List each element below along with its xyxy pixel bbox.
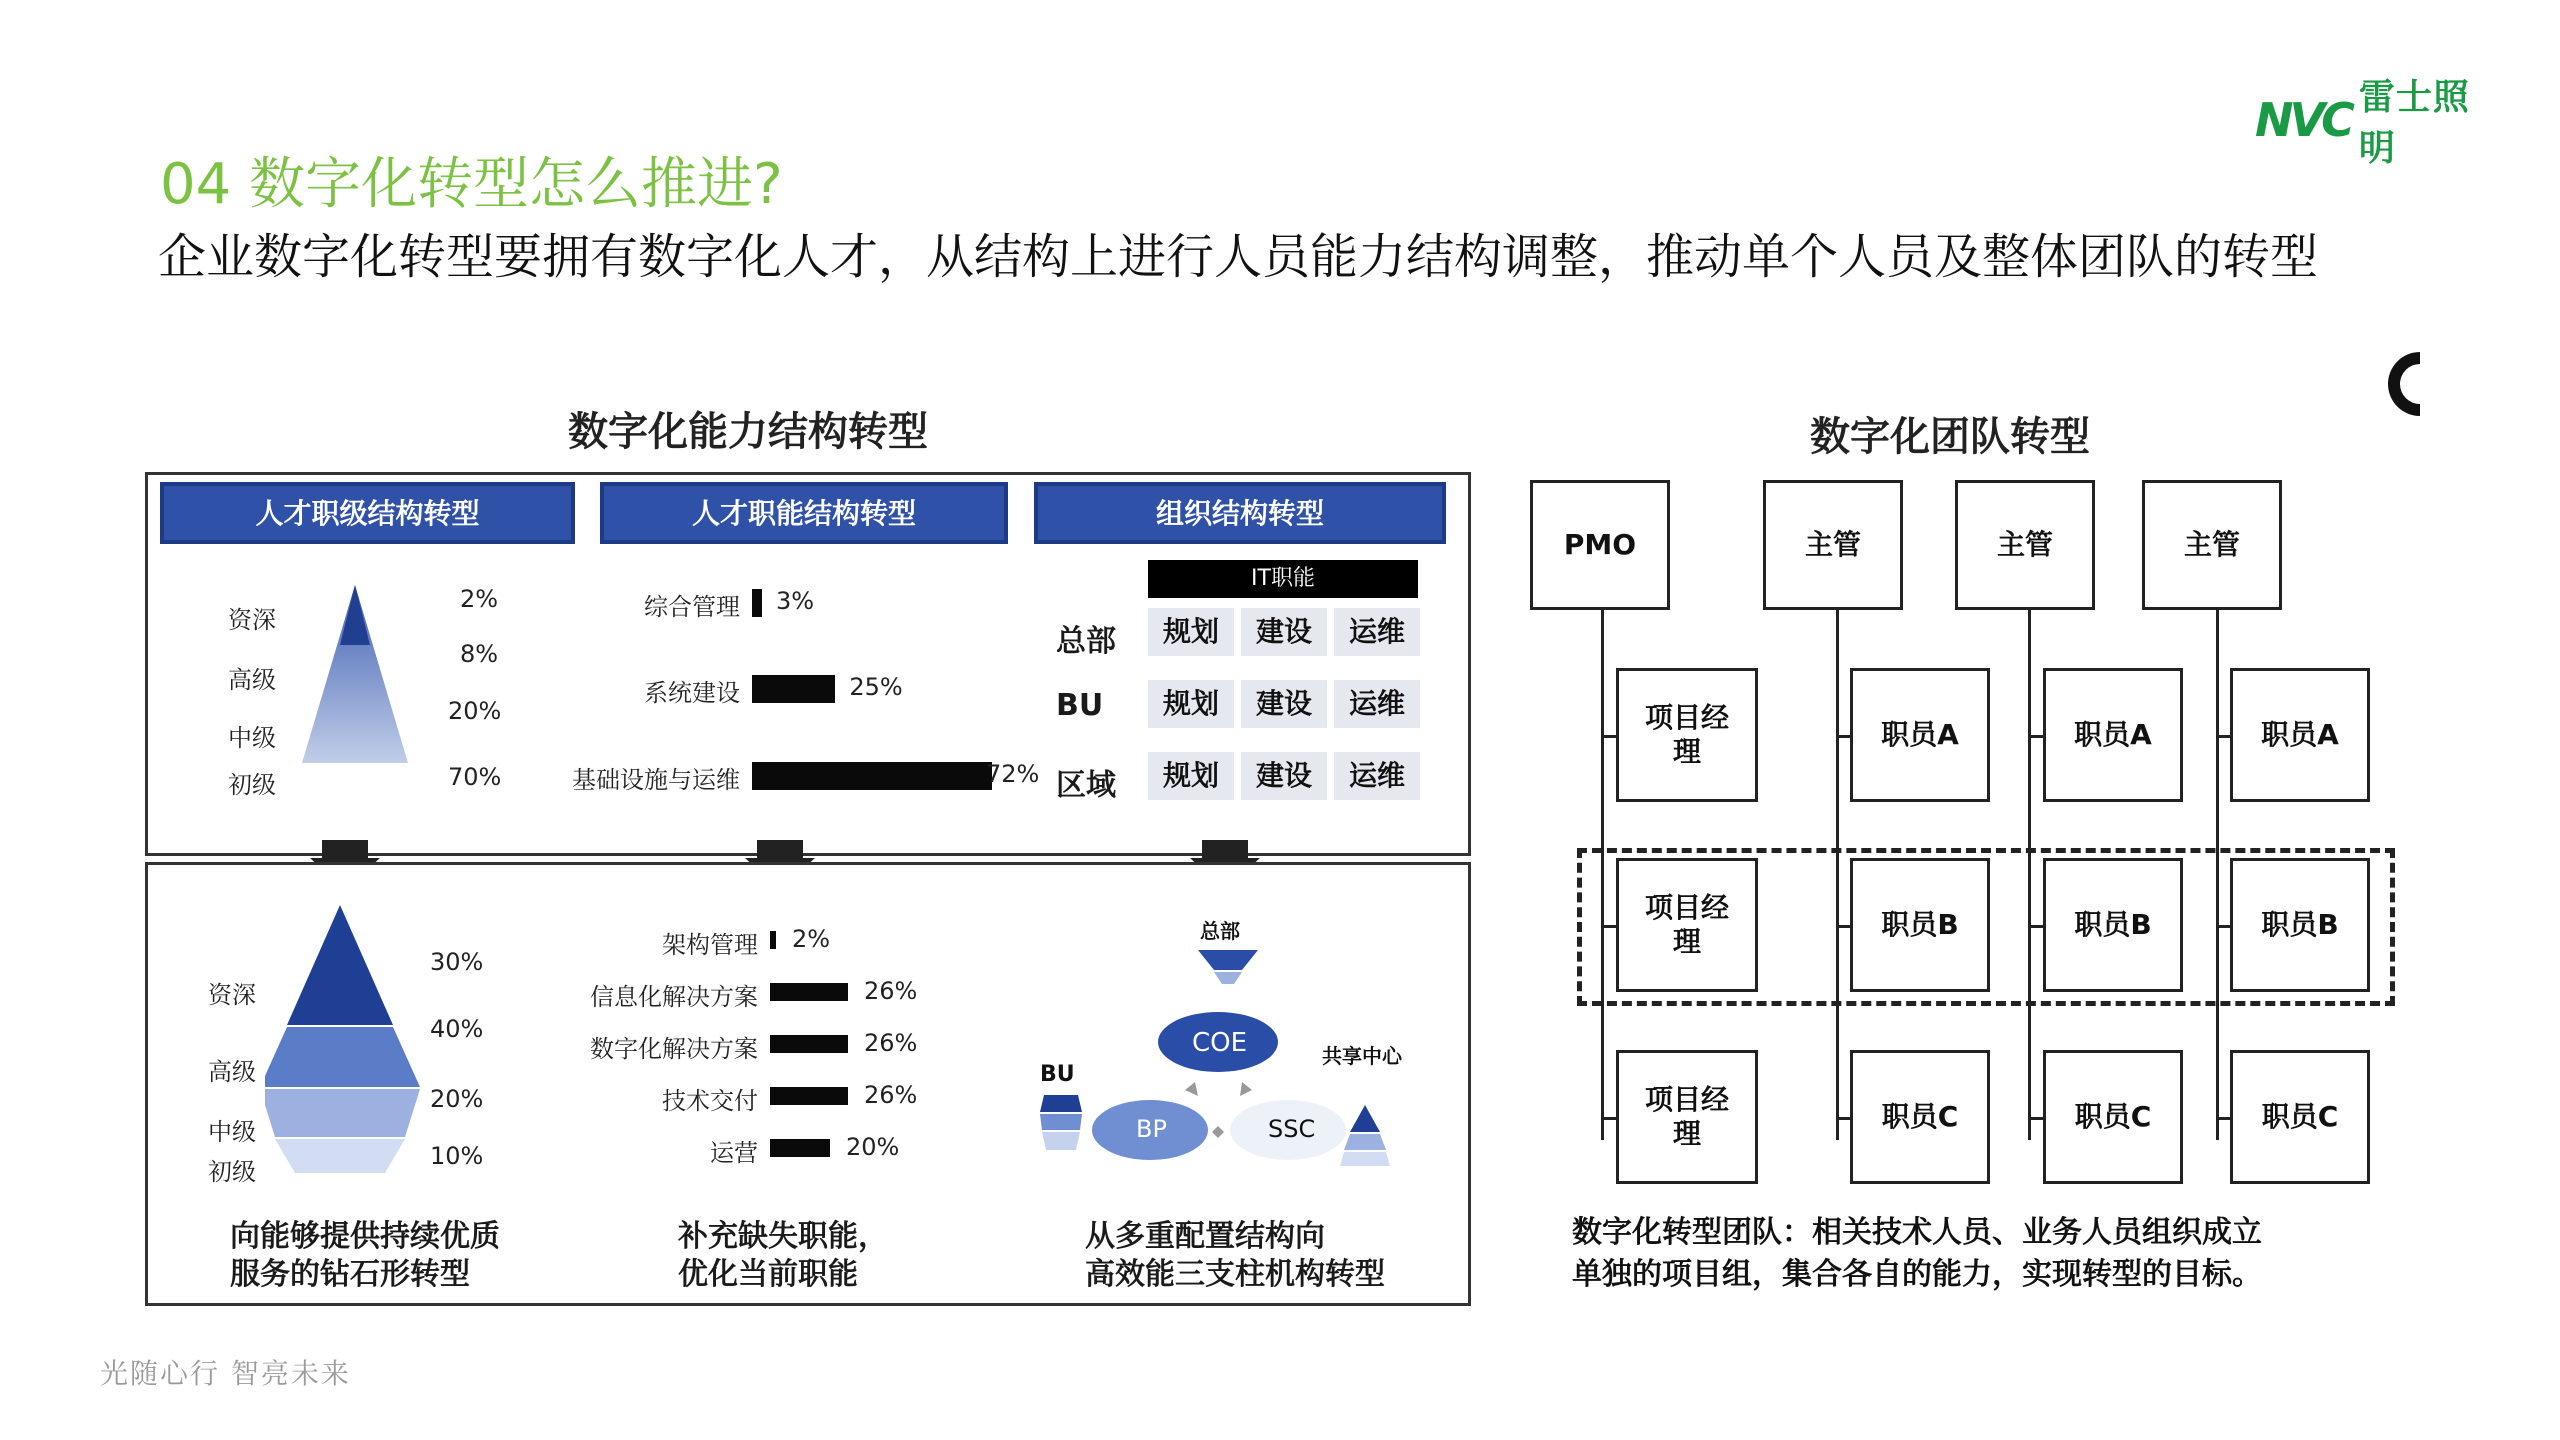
manager-box: 主管: [1955, 480, 2095, 610]
project-manager-box: [1616, 668, 1758, 802]
before-pct-junior: 70%: [448, 763, 502, 791]
connector: [2030, 1117, 2044, 1120]
function-label: 数字化解决方案: [590, 1035, 758, 1063]
org-cell: 建设: [1241, 752, 1327, 800]
org-hq-label: 总部: [1200, 919, 1240, 943]
left-panel-title: 数字化能力结构转型: [568, 409, 928, 455]
function-label: 架构管理: [662, 931, 758, 959]
org-cell: 规划: [1148, 608, 1234, 656]
staff-box: 职员A: [2043, 668, 2183, 802]
after-level-high: 高级: [208, 1058, 256, 1086]
staff-box: 职员C: [1850, 1050, 1990, 1184]
pmo-box: PMO: [1530, 480, 1670, 610]
function-pct: 3%: [776, 587, 815, 615]
org-shared-label: 共享中心: [1322, 1044, 1402, 1068]
org-row-label: BU: [1056, 688, 1104, 723]
org-bp-label: BP: [1136, 1115, 1167, 1143]
staff-box: 职员B: [1850, 858, 1990, 992]
logo-text: 雷士照明: [2358, 77, 2470, 169]
org-cell: 建设: [1241, 680, 1327, 728]
staff-box: 职员B: [2230, 858, 2370, 992]
team-caption: 数字化转型团队：相关技术人员、业务人员组织成立 单独的项目组，集合各自的能力，实现转型的目标。: [1572, 1215, 2262, 1292]
after-pct-high: 40%: [430, 1015, 484, 1043]
function-bar: [752, 762, 992, 790]
after-level-junior: 初级: [208, 1158, 256, 1186]
brand-logo: [2255, 77, 2495, 169]
staff-box: 职员B: [2043, 858, 2183, 992]
function-pct: 25%: [849, 673, 903, 701]
function-bar: [752, 589, 762, 617]
org-bu-label: BU: [1040, 1062, 1075, 1087]
connector: [1604, 735, 1618, 738]
function-pct: 26%: [864, 1029, 918, 1057]
connector: [1604, 925, 1618, 928]
org-row-label: 区域: [1056, 768, 1116, 803]
function-pct: 72%: [986, 760, 1040, 788]
function-bar: [770, 931, 776, 949]
connector: [1838, 925, 1852, 928]
staff-box: 职员C: [2043, 1050, 2183, 1184]
function-pct: 20%: [846, 1133, 900, 1161]
org-coe-label: COE: [1192, 1028, 1248, 1058]
connector: [2218, 925, 2232, 928]
it-function-label: IT职能: [1148, 560, 1418, 598]
right-panel-title: 数字化团队转型: [1810, 414, 2090, 460]
before-pct-senior: 2%: [460, 585, 499, 613]
page-title: 04 数字化转型怎么推进?: [160, 152, 783, 217]
function-label: 运营: [710, 1139, 758, 1167]
org-cell: 运维: [1334, 752, 1420, 800]
caption-org-structure: 从多重配置结构向 高效能三支柱机构转型: [1085, 1219, 1385, 1292]
after-pyramid: [265, 905, 425, 1175]
function-pct: 26%: [864, 977, 918, 1005]
function-label: 信息化解决方案: [590, 983, 758, 1011]
decorative-ring-icon: [2380, 350, 2420, 420]
function-label: 综合管理: [644, 593, 740, 621]
org-row-label: 总部: [1056, 624, 1116, 659]
after-pct-mid: 20%: [430, 1085, 484, 1113]
before-function-bars: [560, 585, 1040, 805]
logo-mark: NVC: [2255, 93, 2351, 147]
after-pct-senior: 30%: [430, 948, 484, 976]
org-cell: 建设: [1241, 608, 1327, 656]
after-level-mid: 中级: [208, 1118, 256, 1146]
project-manager-box: [1616, 1050, 1758, 1184]
connector: [2218, 1117, 2232, 1120]
org-table: [1056, 608, 1436, 828]
connector: [2218, 735, 2232, 738]
before-level-high: 高级: [228, 666, 276, 694]
connector: [2030, 735, 2044, 738]
function-pct: 26%: [864, 1081, 918, 1109]
before-level-junior: 初级: [228, 771, 276, 799]
header-talent-level: 人才职级结构转型: [160, 482, 575, 544]
after-level-senior: 资深: [208, 981, 256, 1009]
connector: [1604, 1117, 1618, 1120]
org-ssc-label: SSC: [1268, 1115, 1316, 1143]
header-org-structure: 组织结构转型: [1034, 482, 1446, 544]
footer-slogan: 光随心行 智亮未来: [100, 1357, 351, 1390]
project-manager-label: 项目经理: [1644, 891, 1729, 958]
function-label: 技术交付: [662, 1087, 758, 1115]
header-talent-function: 人才职能结构转型: [600, 482, 1008, 544]
project-manager-label: 项目经理: [1644, 1083, 1729, 1150]
org-cell: 规划: [1148, 680, 1234, 728]
page-subtitle: 企业数字化转型要拥有数字化人才，从结构上进行人员能力结构调整，推动单个人员及整体团队的转型: [158, 229, 2319, 285]
project-manager-label: 项目经理: [1644, 701, 1729, 768]
function-pct: 2%: [792, 925, 831, 953]
staff-box: 职员A: [2230, 668, 2370, 802]
caption-talent-level: 向能够提供持续优质 服务的钻石形转型: [230, 1219, 500, 1292]
function-bar: [770, 1087, 848, 1105]
function-bar: [752, 675, 835, 703]
manager-box: 主管: [2142, 480, 2282, 610]
connector: [2030, 925, 2044, 928]
org-cell: 规划: [1148, 752, 1234, 800]
manager-box: 主管: [1763, 480, 1903, 610]
connector: [1838, 1117, 1852, 1120]
org-cell: 运维: [1334, 680, 1420, 728]
before-level-senior: 资深: [228, 606, 276, 634]
org-cell: 运维: [1334, 608, 1420, 656]
function-label: 系统建设: [644, 679, 740, 707]
project-manager-box: [1616, 858, 1758, 992]
caption-talent-function: 补充缺失职能， 优化当前职能: [678, 1219, 888, 1292]
function-label: 基础设施与运维: [572, 766, 740, 794]
before-pyramid: [290, 585, 420, 765]
after-function-bars: [560, 925, 1030, 1185]
function-bar: [770, 1035, 848, 1053]
connector: [1838, 735, 1852, 738]
function-bar: [770, 1139, 830, 1157]
staff-box: 职员A: [1850, 668, 1990, 802]
function-bar: [770, 983, 848, 1001]
staff-box: 职员C: [2230, 1050, 2370, 1184]
before-pct-mid: 20%: [448, 697, 502, 725]
after-pct-junior: 10%: [430, 1142, 484, 1170]
before-pct-high: 8%: [460, 640, 499, 668]
before-level-mid: 中级: [228, 724, 276, 752]
